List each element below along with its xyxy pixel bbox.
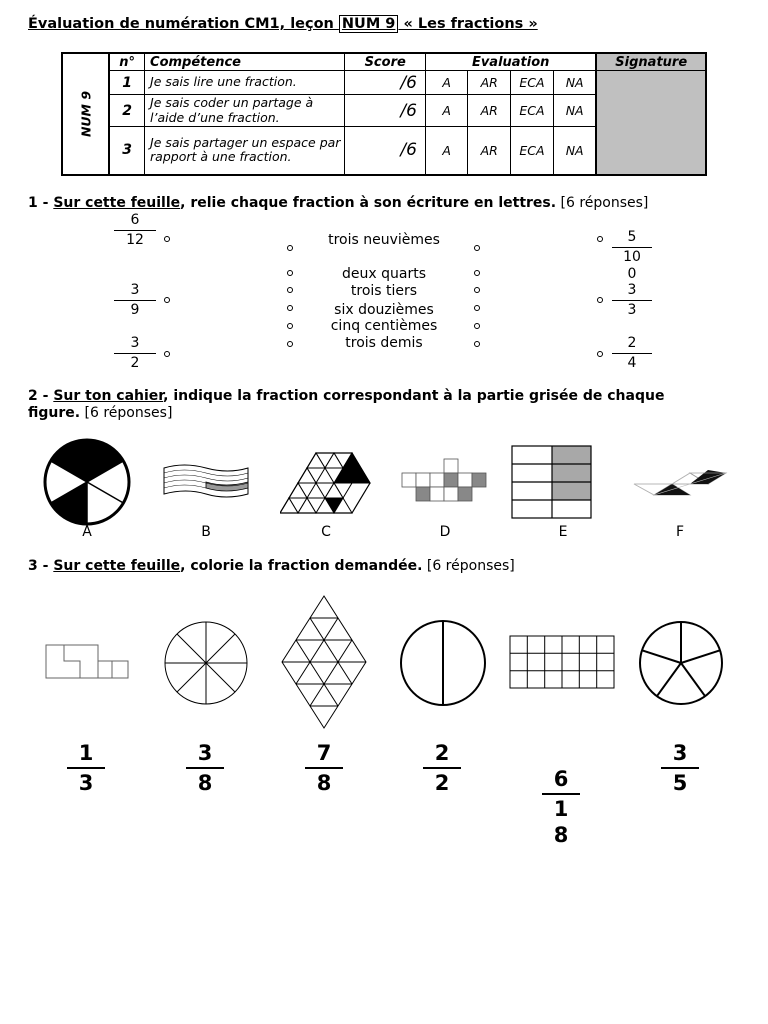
connect-dot[interactable] — [474, 305, 480, 311]
level-a: A — [425, 95, 468, 127]
figure-label: F — [675, 524, 685, 540]
q1-instruction: , relie chaque fraction à son écriture en lettres. — [180, 195, 557, 211]
denominator: 1 8 — [553, 797, 569, 847]
shape-triangle-diamond[interactable] — [280, 594, 368, 732]
level-na: NA — [553, 127, 596, 175]
connect-dot[interactable] — [474, 323, 480, 329]
q3-number: 3 - — [28, 558, 54, 574]
figure-d-squares — [400, 458, 490, 504]
denominator: 2 — [130, 355, 140, 371]
word-label: six douzièmes — [334, 302, 434, 318]
numerator: 3 — [672, 741, 688, 765]
q1-where: Sur cette feuille — [53, 195, 181, 211]
denominator: 12 — [126, 232, 144, 248]
numerator: 1 — [78, 741, 94, 765]
row-competence: Je sais partager un espace par rapport à une fraction. — [145, 127, 345, 175]
row-score: /6 — [345, 71, 425, 95]
numerator: 2 — [627, 335, 637, 351]
level-na: NA — [553, 95, 596, 127]
side-label: NUM 9 — [78, 90, 94, 137]
numerator: 3 — [130, 282, 140, 298]
numerator: 2 — [434, 741, 450, 765]
target-fraction-6 — [661, 740, 699, 796]
header-competence: Compétence — [145, 53, 345, 71]
denominator: 4 — [627, 355, 637, 371]
row-number: 3 — [109, 127, 144, 175]
row-competence: Je sais coder un partage à l’aide d’une fraction. — [145, 95, 345, 127]
level-ar: AR — [468, 127, 511, 175]
numerator: 7 — [316, 741, 332, 765]
word-label: trois demis — [345, 335, 423, 351]
numerator: 5 — [627, 229, 637, 245]
word-label: cinq centièmes — [330, 318, 438, 334]
numerator: 3 — [197, 741, 213, 765]
target-fraction-2 — [186, 740, 224, 796]
word-label: trois neuvièmes — [328, 232, 440, 248]
level-eca: ECA — [511, 127, 554, 175]
figure-c-triangles — [280, 452, 372, 514]
figure-label: D — [439, 524, 451, 540]
word-label: trois tiers — [350, 283, 418, 299]
question-3-heading — [28, 558, 515, 574]
q2-where: Sur ton cahier — [53, 388, 164, 404]
denominator: 8 — [197, 771, 213, 795]
q1-count: [6 réponses] — [556, 195, 649, 211]
level-ar: AR — [468, 95, 511, 127]
left-fraction-3 — [114, 335, 156, 372]
right-fraction-2 — [612, 282, 652, 319]
question-2-heading — [28, 388, 664, 422]
row-score: /6 — [345, 95, 425, 127]
connect-dot[interactable] — [287, 287, 293, 293]
target-fraction-4 — [423, 740, 461, 796]
numerator: 6 — [553, 767, 569, 791]
connect-dot[interactable] — [164, 236, 170, 242]
title-lesson: NUM 9 — [339, 15, 398, 33]
signature-box — [596, 71, 706, 175]
row-number: 1 — [109, 71, 144, 95]
header-score: Score — [345, 53, 425, 71]
connect-dot[interactable] — [474, 245, 480, 251]
question-1-heading — [28, 195, 648, 211]
header-number: n° — [109, 53, 144, 71]
q2-instruction-line2: figure. — [28, 405, 81, 421]
level-na: NA — [553, 71, 596, 95]
row-score: /6 — [345, 127, 425, 175]
target-fraction-1 — [67, 740, 105, 796]
connect-dot[interactable] — [287, 305, 293, 311]
denominator: 3 — [627, 302, 637, 318]
numerator: 3 — [627, 282, 637, 298]
level-a: A — [425, 71, 468, 95]
connect-dot[interactable] — [164, 297, 170, 303]
q2-instruction: , indique la fraction correspondant à la partie grisée de chaque — [163, 388, 665, 404]
left-fraction-2 — [114, 282, 156, 319]
denominator: 10 0 — [623, 249, 641, 282]
connect-dot[interactable] — [597, 351, 603, 357]
connect-dot[interactable] — [287, 323, 293, 329]
q3-instruction: , colorie la fraction demandée. — [180, 558, 423, 574]
connect-dot[interactable] — [287, 245, 293, 251]
connect-dot[interactable] — [597, 236, 603, 242]
table-row — [62, 71, 706, 95]
title-suffix: « Les fractions » — [398, 16, 538, 32]
q2-count: [6 réponses] — [80, 405, 173, 421]
shape-circle-halves[interactable] — [398, 619, 488, 707]
numerator: 6 — [130, 212, 140, 228]
level-eca: ECA — [511, 95, 554, 127]
q3-where: Sur cette feuille — [53, 558, 181, 574]
connect-dot[interactable] — [287, 270, 293, 276]
shape-circle-fifths[interactable] — [637, 620, 725, 706]
figure-label: E — [558, 524, 568, 540]
numerator: 3 — [130, 335, 140, 351]
header-signature: Signature — [596, 53, 706, 71]
connect-dot[interactable] — [164, 351, 170, 357]
competence-table — [61, 52, 707, 176]
denominator: 3 — [78, 771, 94, 795]
level-eca: ECA — [511, 71, 554, 95]
figure-label: A — [82, 524, 92, 540]
shape-polyomino[interactable] — [44, 643, 132, 681]
figure-label: C — [321, 524, 331, 540]
denominator: 5 — [672, 771, 688, 795]
level-a: A — [425, 127, 468, 175]
shape-grid-18[interactable] — [509, 634, 615, 690]
shape-circle-eighths[interactable] — [162, 620, 250, 706]
connect-dot[interactable] — [474, 270, 480, 276]
table-header-row — [62, 53, 706, 71]
target-fraction-3 — [305, 740, 343, 796]
q2-number: 2 - — [28, 388, 54, 404]
word-label: deux quarts — [342, 266, 426, 282]
right-fraction-3 — [612, 335, 652, 372]
denominator: 2 — [434, 771, 450, 795]
denominator: 9 — [130, 302, 140, 318]
row-number: 2 — [109, 95, 144, 127]
title-prefix: Évaluation de numération CM1, leçon — [28, 16, 339, 32]
row-competence: Je sais lire une fraction. — [145, 71, 345, 95]
level-ar: AR — [468, 71, 511, 95]
figure-f-parallelogram — [632, 464, 728, 498]
target-fraction-5 — [542, 740, 580, 874]
header-evaluation: Evaluation — [425, 53, 596, 71]
left-fraction-1 — [114, 212, 156, 249]
page-title — [28, 16, 538, 32]
figure-label: B — [201, 524, 211, 540]
figure-a-circle — [40, 438, 136, 528]
figure-b-flag — [160, 462, 252, 502]
connect-dot[interactable] — [597, 297, 603, 303]
q1-number: 1 - — [28, 195, 54, 211]
connect-dot[interactable] — [287, 341, 293, 347]
figure-e-rectangle — [511, 445, 593, 519]
denominator: 8 — [316, 771, 332, 795]
connect-dot[interactable] — [474, 287, 480, 293]
q3-count: [6 réponses] — [422, 558, 515, 574]
connect-dot[interactable] — [474, 341, 480, 347]
side-label-cell — [62, 53, 109, 175]
